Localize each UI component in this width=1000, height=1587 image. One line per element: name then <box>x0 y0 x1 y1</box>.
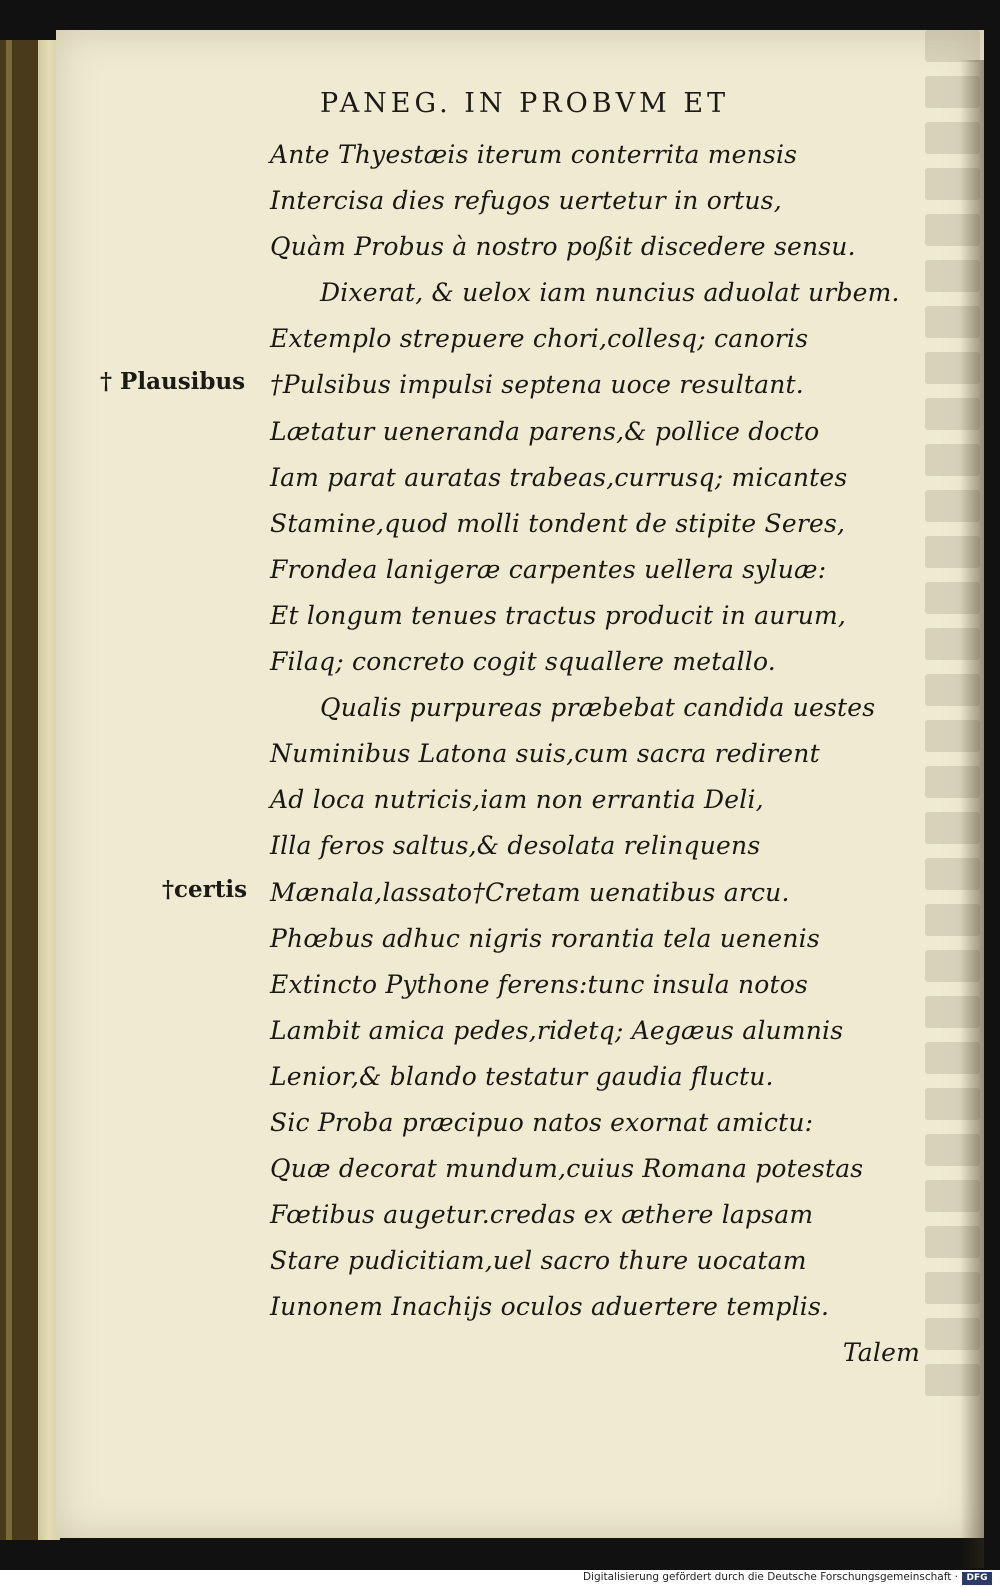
verse-line: Intercisa dies refugos uertetur in ortus, <box>270 186 782 216</box>
verse-line: Filaq; concreto cogit squallere metallo. <box>270 647 776 677</box>
catchword: Talem <box>842 1338 920 1368</box>
verse-line: Lætatur ueneranda parens,& pollice docto <box>270 416 820 446</box>
book-board-edge <box>6 40 12 1540</box>
running-head: PANEG. IN PROBVM ET <box>320 88 730 119</box>
verse-line: Ad loca nutricis,iam non errantia Deli, <box>270 785 764 815</box>
margin-note: † Plausibus <box>100 368 246 395</box>
verse-line: Quàm Probus à nostro poßit discedere sensu. <box>270 232 856 262</box>
verse-line: Extemplo strepuere chori,collesq; canoris <box>270 324 809 354</box>
verse-line: Dixerat, & uelox iam nuncius aduolat urbem. <box>320 278 900 308</box>
margin-note: †certis <box>162 876 248 903</box>
verse-line: Stare pudicitiam,uel sacro thure uocatam <box>270 1246 807 1276</box>
verse-line: †Pulsibus impulsi septena uoce resultant. <box>270 370 804 400</box>
verse-line: Numinibus Latona suis,cum sacra redirent <box>270 739 820 769</box>
verse-line: Lenior,& blando testatur gaudia fluctu. <box>270 1061 774 1091</box>
verse-line: Fœtibus augetur.credas ex æthere lapsam <box>270 1200 814 1230</box>
dfg-logo-icon: DFG <box>962 1572 992 1585</box>
verse-line: Sic Proba præcipuo natos exornat amictu: <box>270 1107 814 1137</box>
verse-line: Iunonem Inachijs oculos aduertere templis. <box>270 1292 830 1322</box>
verse-block <box>270 132 960 1377</box>
verse-line: Illa feros saltus,& desolata relinquens <box>270 831 761 861</box>
digitization-footer <box>0 1570 1000 1587</box>
verse-line: Ante Thyestæis iterum conterrita mensis <box>270 140 798 169</box>
verse-line: Et longum tenues tractus producit in aurum, <box>270 600 847 630</box>
verse-line: Frondea lanigeræ carpentes uellera syluæ: <box>270 554 827 584</box>
verse-line: Iam parat auratas trabeas,currusq; micantes <box>270 462 848 492</box>
verse-line: Lambit amica pedes,ridetq; Aegæus alumnis <box>270 1015 844 1045</box>
verse-line: Quæ decorat mundum,cuius Romana potestas <box>270 1154 864 1184</box>
funding-credit: Digitalisierung gefördert durch die Deutsche Forschungsgemeinschaft · <box>582 1571 958 1583</box>
verse-line: Stamine,quod molli tondent de stipite Seres, <box>270 508 846 538</box>
verse-line: Extincto Pythone ferens:tunc insula notos <box>270 969 809 999</box>
verse-line: Mænala,lassato†Cretam uenatibus arcu. <box>270 877 790 907</box>
verse-line: Phœbus adhuc nigris rorantia tela uenenis <box>270 923 820 953</box>
verse-line: Qualis purpureas præbebat candida uestes <box>320 693 876 723</box>
